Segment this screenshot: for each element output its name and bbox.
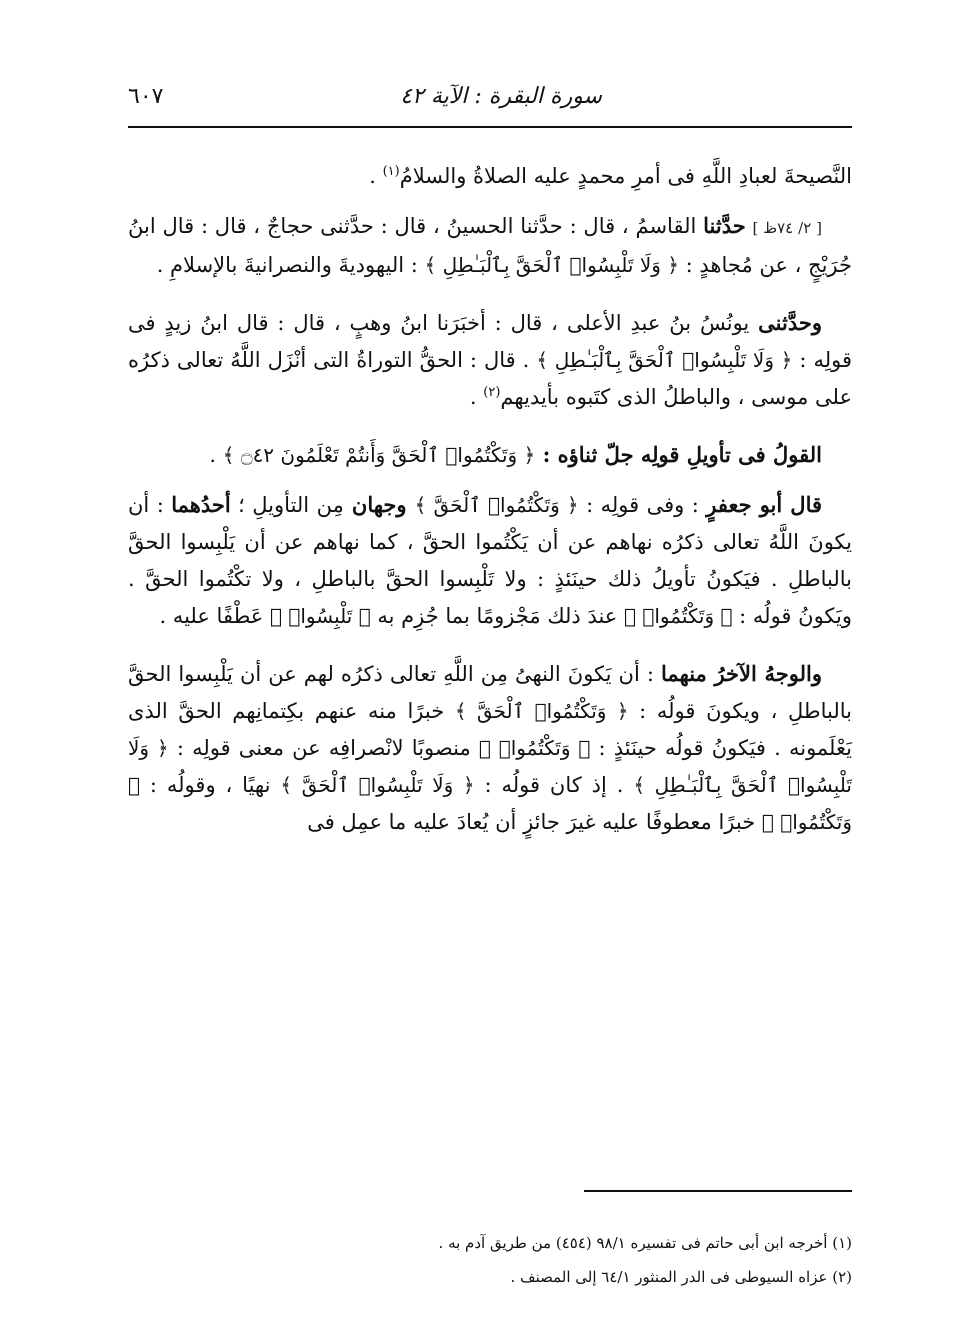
section-heading [128, 436, 852, 474]
main-text [128, 158, 852, 853]
quran-quote: ﴿ وَلَا تَلْبِسُوا۟ ٱلْحَقَّ بِٱلْبَـٰطِلِ ﴾ [128, 736, 852, 797]
paragraph-6-text: خبرًا منه عنهم بكِتمانِهم الحقَّ الذى يَعْلَمونه . فيَكونُ قولُه حينَئذٍ : [128, 699, 852, 760]
paragraph-1 [128, 158, 852, 195]
paragraph-6-text: . إذ كان قولُه : [474, 773, 634, 797]
quran-quote: ﴿ وَتَكْتُمُوا۟ ﴾ [624, 604, 733, 628]
quran-verse-42: ﴿ وَتَكْتُمُوا۟ ٱلْحَقَّ وَأَنتُمْ تَعْلَمُونَ ۝٤٢ ﴾ [222, 443, 536, 467]
paragraph-6 [128, 655, 852, 841]
section-heading-end: . [209, 443, 223, 467]
paragraph-6-text: : أن يَكونَ النهىُ مِن اللَّهِ تعالى ذكرُه لهم عن أن يَلْبِسوا الحقَّ بالباطلِ ، ويكونَ قولُه : [128, 662, 853, 723]
paragraph-5-lead: قال أبو جعفرٍ [706, 492, 823, 517]
footnote-marker-2[interactable]: (٢) [483, 385, 501, 400]
quran-quote: ﴿ وَلَا تَلْبِسُوا۟ ٱلْحَقَّ ﴾ [280, 773, 475, 797]
paragraph-5-lead-3: أحدُهما [171, 492, 231, 517]
quran-quote: ﴿ تَلْبِسُوا۟ ﴾ [270, 604, 371, 628]
footnote-1: (١) أخرجه ابن أبى حاتم فى تفسيره ٩٨/١ (٤٥٤) من طريق آدم به . [438, 1234, 852, 1252]
paragraph-6-text: نهيًا ، وقولُه : [140, 773, 281, 797]
paragraph-2-rest: : اليهوديةَ والنصرانيةَ بالإسلامِ . [156, 253, 425, 277]
paragraph-5-text: مِن التأويلِ ؛ [230, 493, 344, 517]
paragraph-5-text: : أن يكونَ اللَّهُ تعالى ذكرُه نهاهم عن أن يَكْتُموا الحقَّ ، كما نهاهم عن أن يَلْبِسوا الحقَّ بالباطلِ . فيَكونُ تأويلُ ذلك حينَئذٍ : ولا تَلْبِسوا الحقَّ بالباطلِ ، ولا تكْتُموا الحقَّ . ويَكونُ قولُه : [128, 493, 852, 628]
running-header [128, 78, 852, 122]
quran-quote: ﴿ وَتَكْتُمُوا۟ ﴾ [478, 736, 591, 760]
paragraph-2-lead: حدَّثنا [703, 213, 746, 238]
header-rule [128, 126, 852, 128]
paragraph-1-end: . [369, 164, 383, 188]
paragraph-3-lead: وحدَّثنى [758, 310, 822, 335]
quran-quote: ﴿ وَتَكْتُمُوا۟ ٱلْحَقَّ ﴾ [454, 699, 629, 723]
quran-quote: ﴿ وَلَا تَلْبِسُوا۟ ٱلْحَقَّ بِٱلْبَـٰطِلِ ﴾ [536, 348, 793, 372]
paragraph-2-text: القاسمُ ، قال : حدَّثنا الحسينُ ، قال : حدَّثنى حجاجٌ ، قال : قال ابنُ جُرَيْجٍ ، عن مُجاهدٍ : [128, 214, 852, 277]
paragraph-6-lead: والوجهُ الآخرُ منهما [660, 661, 822, 686]
paragraph-2 [128, 207, 852, 284]
paragraph-5 [128, 486, 852, 635]
manuscript-reference: [ ٢/ ٧٤ظ ] [752, 219, 822, 237]
paragraph-5-text: عَطْفًا عليه . [159, 604, 271, 628]
chapter-title: سورة البقرة : الآية ٤٢ [400, 84, 602, 109]
footnote-marker-1[interactable]: (١) [382, 164, 400, 179]
paragraph-3-rest: . قال : الحقُّ التوراةُ التى أنْزَل اللَّهُ تعالى ذكرُه على موسى ، والباطلُ الذى كتَبوه بأيديهم [128, 348, 852, 409]
paragraph-1-text: النَّصيحةَ لعبادِ اللَّهِ فى أمرِ محمدٍ عليه الصلاةُ والسلامُ [399, 164, 852, 188]
paragraph-3-text: يونُسُ بنُ عبدِ الأعلى ، قال : أخبَرَنا ابنُ وهبٍ ، قال : قال ابنُ زيدٍ فى قولِه : [128, 311, 852, 372]
paragraph-5-text: : وفى قولِه : [578, 493, 707, 517]
section-heading-lead: القولُ فى تأويلِ قولِه جلّ ثناؤه : [535, 442, 822, 467]
footnote-rule [584, 1190, 852, 1192]
page-number: ٦٠٧ [128, 84, 164, 109]
quran-quote: ﴿ وَلَا تَلْبِسُوا۟ ٱلْحَقَّ بِٱلْبَـٰطِلِ ﴾ [424, 253, 679, 277]
paragraph-5-lead-2: وجهان [343, 492, 415, 517]
footnote-2: (٢) عزاه السيوطى فى الدر المنثور ٦٤/١ إلى المصنف . [510, 1268, 852, 1286]
paragraph-3 [128, 304, 852, 416]
paragraph-3-end: . [469, 385, 484, 409]
paragraph-5-text: عندَ ذلك مَجْزومًا بما جُزِم به [370, 604, 625, 628]
quran-quote: ﴿ وَتَكْتُمُوا۟ ﴾ [128, 773, 852, 834]
paragraph-6-text: خبرًا معطوفًا عليه غيرَ جائزٍ أن يُعادَ عليه ما عمِل فى [307, 810, 762, 834]
paragraph-6-text: منصوبًا لانْصرافِه عن معنى قولِه : [168, 736, 479, 760]
footnotes [128, 1226, 852, 1294]
quran-quote: ﴿ وَتَكْتُمُوا۟ ٱلْحَقَّ ﴾ [414, 493, 579, 517]
